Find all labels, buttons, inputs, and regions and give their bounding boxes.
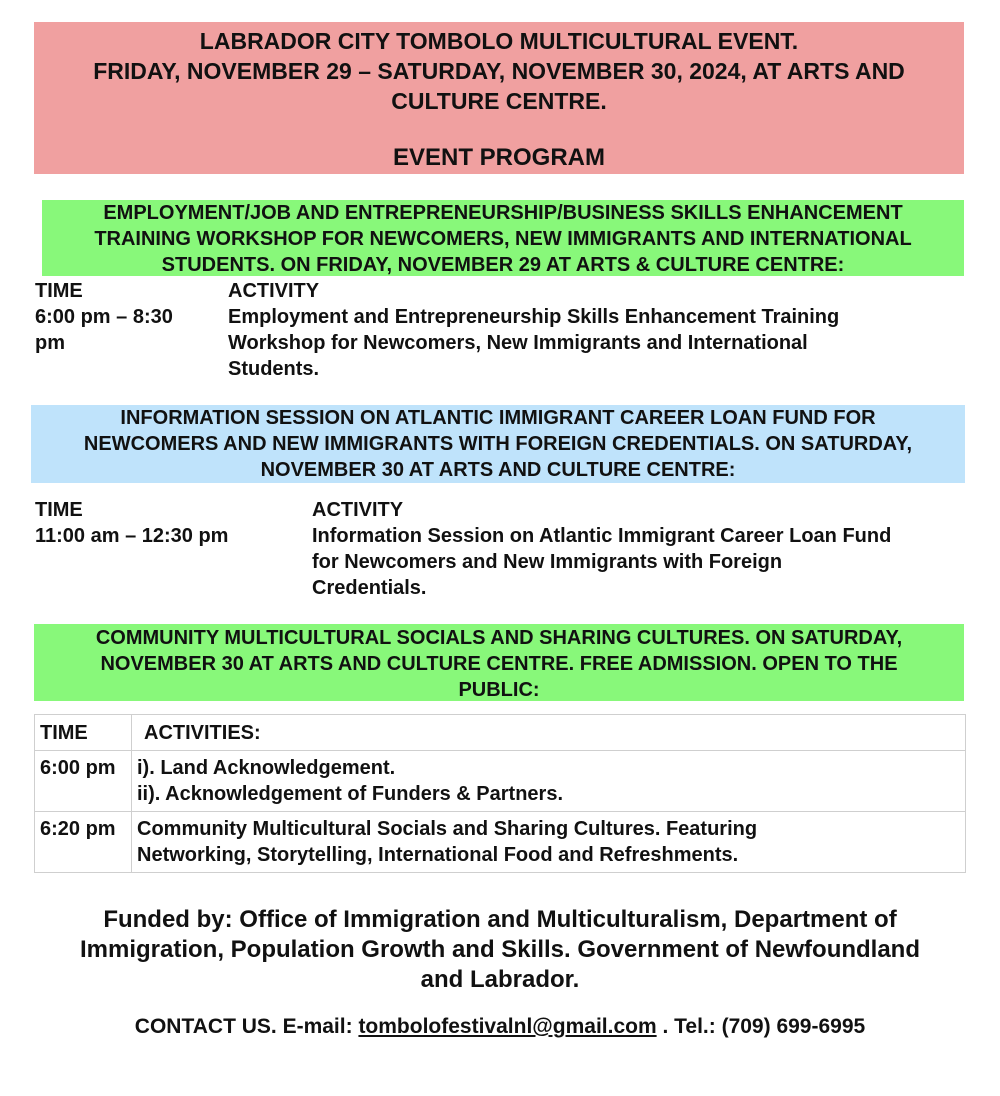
schedule-activity-line: for Newcomers and New Immigrants with Foreign	[312, 551, 783, 573]
event-venue: CULTURE CENTRE.	[391, 88, 607, 114]
activity-column-header: ACTIVITY	[312, 499, 404, 521]
schedule-activity-line: Credentials.	[312, 577, 427, 599]
table-header-time: TIME	[35, 715, 132, 751]
event-header-banner	[34, 22, 964, 174]
table-cell-activity	[132, 812, 966, 873]
funded-by-line: Funded by: Office of Immigration and Multiculturalism, Department of	[103, 906, 897, 933]
section-employment-schedule	[35, 278, 965, 382]
schedule-time: 11:00 am – 12:30 pm	[35, 525, 229, 547]
schedule-activity-line: Workshop for Newcomers, New Immigrants and International	[228, 332, 808, 354]
event-dates: FRIDAY, NOVEMBER 29 – SATURDAY, NOVEMBER 30, 2024, AT ARTS AND	[93, 58, 905, 84]
section-title-line: INFORMATION SESSION ON ATLANTIC IMMIGRANT CAREER LOAN FUND FOR	[120, 407, 876, 429]
funded-by-line: and Labrador.	[420, 966, 580, 993]
community-socials-schedule-table	[34, 714, 966, 873]
time-column-header: TIME	[35, 499, 83, 521]
section-title-line: PUBLIC:	[458, 679, 540, 701]
table-row	[35, 751, 966, 812]
contact-prefix: CONTACT US. E-mail:	[134, 1015, 353, 1038]
section-title-line: COMMUNITY MULTICULTURAL SOCIALS AND SHARING CULTURES. ON SATURDAY,	[95, 627, 903, 649]
email-link[interactable]: tombolofestivalnl@gmail.com	[358, 1015, 657, 1038]
section-employment-workshop-title	[42, 200, 964, 276]
event-program-heading: EVENT PROGRAM	[392, 144, 605, 171]
schedule-time	[35, 304, 173, 356]
table-cell-activity	[132, 751, 966, 812]
time-column-header: TIME	[35, 280, 83, 302]
schedule-activity-line: Students.	[228, 358, 320, 380]
schedule-activity-line: Employment and Entrepreneurship Skills Enhancement Training	[228, 306, 840, 328]
contact-info	[20, 1013, 980, 1041]
schedule-activity-line: Information Session on Atlantic Immigrant Career Loan Fund	[312, 525, 892, 547]
section-info-session-schedule	[35, 497, 965, 601]
section-community-socials-title	[34, 624, 964, 701]
table-header-row	[35, 715, 966, 751]
section-title-line: NOVEMBER 30 AT ARTS AND CULTURE CENTRE:	[260, 459, 736, 481]
section-title-line: EMPLOYMENT/JOB AND ENTREPRENEURSHIP/BUSINESS SKILLS ENHANCEMENT	[103, 202, 903, 224]
table-activity-line: ii). Acknowledgement of Funders & Partners.	[137, 783, 563, 805]
table-activity-line: i). Land Acknowledgement.	[137, 757, 396, 779]
funded-by-statement	[20, 905, 980, 995]
section-title-line: STUDENTS. ON FRIDAY, NOVEMBER 29 AT ARTS & CULTURE CENTRE:	[161, 254, 845, 276]
table-header-activities: ACTIVITIES:	[132, 715, 966, 751]
section-title-line: NOVEMBER 30 AT ARTS AND CULTURE CENTRE. FREE ADMISSION. OPEN TO THE	[100, 653, 898, 675]
section-info-session-title	[31, 405, 965, 483]
table-activity-line: Community Multicultural Socials and Sharing Cultures. Featuring	[137, 818, 758, 840]
schedule-time-line: 6:00 pm – 8:30	[35, 306, 173, 328]
funded-by-line: Immigration, Population Growth and Skills. Government of Newfoundland	[79, 936, 921, 963]
table-cell-time: 6:00 pm	[35, 751, 132, 812]
activity-column-header: ACTIVITY	[228, 280, 320, 302]
section-title-line: NEWCOMERS AND NEW IMMIGRANTS WITH FOREIGN CREDENTIALS. ON SATURDAY,	[83, 433, 913, 455]
table-cell-time: 6:20 pm	[35, 812, 132, 873]
table-activity-line: Networking, Storytelling, International Food and Refreshments.	[137, 844, 739, 866]
contact-phone: . Tel.: (709) 699-6995	[662, 1015, 866, 1038]
event-title: LABRADOR CITY TOMBOLO MULTICULTURAL EVENT.	[199, 28, 799, 54]
section-title-line: TRAINING WORKSHOP FOR NEWCOMERS, NEW IMMIGRANTS AND INTERNATIONAL	[94, 228, 912, 250]
schedule-activity	[312, 523, 962, 601]
table-row	[35, 812, 966, 873]
schedule-activity	[228, 304, 948, 382]
schedule-time-line: pm	[35, 332, 65, 354]
